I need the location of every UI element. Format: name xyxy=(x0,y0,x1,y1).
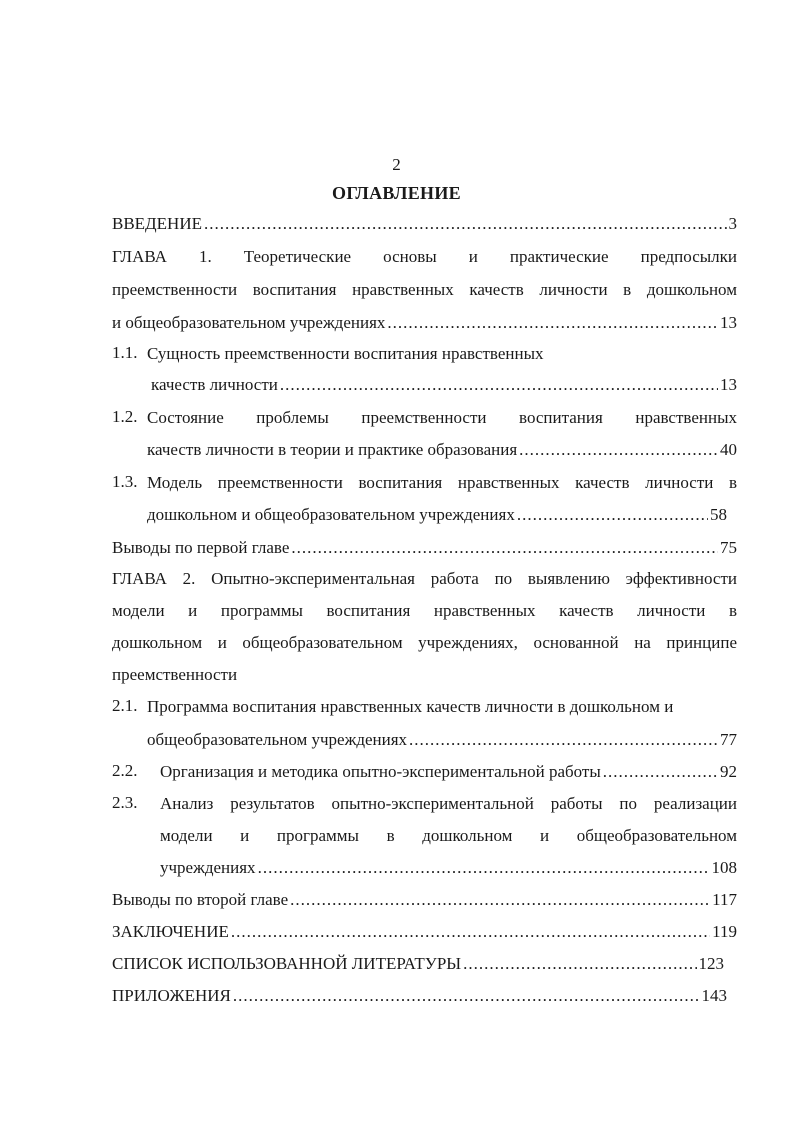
toc-entry-label: Выводы по первой главе xyxy=(112,538,290,557)
toc-page-number: 75 xyxy=(720,538,737,557)
toc-leader-dots xyxy=(291,537,718,559)
toc-title: ОГЛАВЛЕНИЕ xyxy=(332,183,461,203)
toc-entry-label: качеств личности xyxy=(151,375,278,394)
toc-entry-label: учреждениях xyxy=(160,858,256,877)
toc-section-1-1-line1[interactable]: Сущность преемственности воспитания нравственных xyxy=(147,344,544,363)
toc-chapter2-line2[interactable]: модели и программы воспитания нравственных качеств личности в xyxy=(112,601,737,620)
toc-leader-dots xyxy=(204,213,727,235)
toc-entry-references[interactable] xyxy=(112,953,724,975)
page-number: 2 xyxy=(392,155,401,174)
toc-entry-label: СПИСОК ИСПОЛЬЗОВАННОЙ ЛИТЕРАТУРЫ xyxy=(112,954,462,973)
toc-entry-conclusion[interactable] xyxy=(112,921,737,943)
toc-section-number: 2.2. xyxy=(112,761,138,780)
toc-leader-dots xyxy=(280,374,718,396)
toc-chapter1-line2[interactable]: преемственности воспитания нравственных качеств личности в дошкольном xyxy=(112,280,737,299)
toc-entry-label: и общеобразовательном учреждениях xyxy=(112,313,386,332)
toc-entry-label: Организация и методика опытно-экспериментальной работы xyxy=(160,762,601,781)
toc-section-number: 1.3. xyxy=(112,472,138,491)
toc-chapter1-last-line[interactable] xyxy=(112,312,737,334)
toc-page-number: 40 xyxy=(720,440,737,459)
toc-section-1-2-line2[interactable] xyxy=(147,439,737,461)
toc-entry-conclusions-chapter2[interactable] xyxy=(112,889,737,911)
toc-entry-introduction[interactable] xyxy=(112,213,737,235)
toc-section-1-3-line2[interactable] xyxy=(147,504,727,526)
toc-leader-dots xyxy=(387,312,718,334)
toc-entry-conclusions-chapter1[interactable] xyxy=(112,537,737,559)
toc-leader-dots xyxy=(231,921,710,943)
toc-leader-dots xyxy=(290,889,710,911)
toc-section-2-2[interactable] xyxy=(160,761,737,783)
toc-section-number: 2.3. xyxy=(112,793,138,812)
toc-section-number: 1.2. xyxy=(112,407,138,426)
toc-chapter2-line4[interactable]: преемственности xyxy=(112,665,238,684)
toc-leader-dots xyxy=(233,985,700,1007)
toc-page-number: 143 xyxy=(701,986,727,1005)
toc-section-2-3-line1[interactable]: Анализ результатов опытно-экспериментальной работы по реализации xyxy=(160,794,737,813)
toc-leader-dots xyxy=(463,953,696,975)
toc-entry-label: дошкольном и общеобразовательном учреждениях xyxy=(147,505,515,524)
toc-section-number: 2.1. xyxy=(112,696,138,715)
toc-entry-label: ЗАКЛЮЧЕНИЕ xyxy=(112,922,229,941)
toc-page-number: 117 xyxy=(712,890,737,909)
toc-page-number: 108 xyxy=(711,858,737,877)
toc-leader-dots xyxy=(258,857,710,879)
toc-page-number: 13 xyxy=(720,375,737,394)
toc-leader-dots xyxy=(409,729,718,751)
toc-leader-dots xyxy=(519,439,718,461)
toc-entry-label: ВВЕДЕНИЕ xyxy=(112,214,202,233)
toc-page-number: 58 xyxy=(710,505,727,524)
toc-chapter2-line3[interactable]: дошкольном и общеобразовательном учреждениях, основанной на принципе xyxy=(112,633,737,652)
toc-section-1-3-line1[interactable]: Модель преемственности воспитания нравственных качеств личности в xyxy=(147,473,737,492)
toc-leader-dots xyxy=(603,761,718,783)
toc-page-number: 92 xyxy=(720,762,737,781)
toc-leader-dots xyxy=(517,504,708,526)
toc-chapter1-line1[interactable]: ГЛАВА 1. Теоретические основы и практические предпосылки xyxy=(112,247,737,266)
toc-section-1-2-line1[interactable]: Состояние проблемы преемственности воспитания нравственных xyxy=(147,408,737,427)
toc-section-2-1-line1[interactable]: Программа воспитания нравственных качеств личности в дошкольном и xyxy=(147,697,674,716)
toc-page-number: 77 xyxy=(720,730,737,749)
toc-page-number: 123 xyxy=(698,954,724,973)
toc-page-number: 119 xyxy=(712,922,737,941)
toc-chapter2-line1[interactable]: ГЛАВА 2. Опытно-экспериментальная работа по выявлению эффективности xyxy=(112,569,737,588)
toc-page-number: 13 xyxy=(720,313,737,332)
toc-entry-label: Выводы по второй главе xyxy=(112,890,289,909)
toc-entry-label: общеобразовательном учреждениях xyxy=(147,730,408,749)
toc-entry-appendices[interactable] xyxy=(112,985,727,1007)
toc-section-1-1-line2[interactable] xyxy=(151,374,737,396)
toc-entry-label: ПРИЛОЖЕНИЯ xyxy=(112,986,231,1005)
toc-page-number: 3 xyxy=(728,214,737,233)
toc-section-2-3-line2[interactable]: модели и программы в дошкольном и общеобразовательном xyxy=(160,826,737,845)
toc-section-2-1-line2[interactable] xyxy=(147,729,737,751)
toc-entry-label: качеств личности в теории и практике образования xyxy=(147,440,518,459)
toc-section-2-3-line3[interactable] xyxy=(160,857,737,879)
toc-section-number: 1.1. xyxy=(112,343,138,362)
